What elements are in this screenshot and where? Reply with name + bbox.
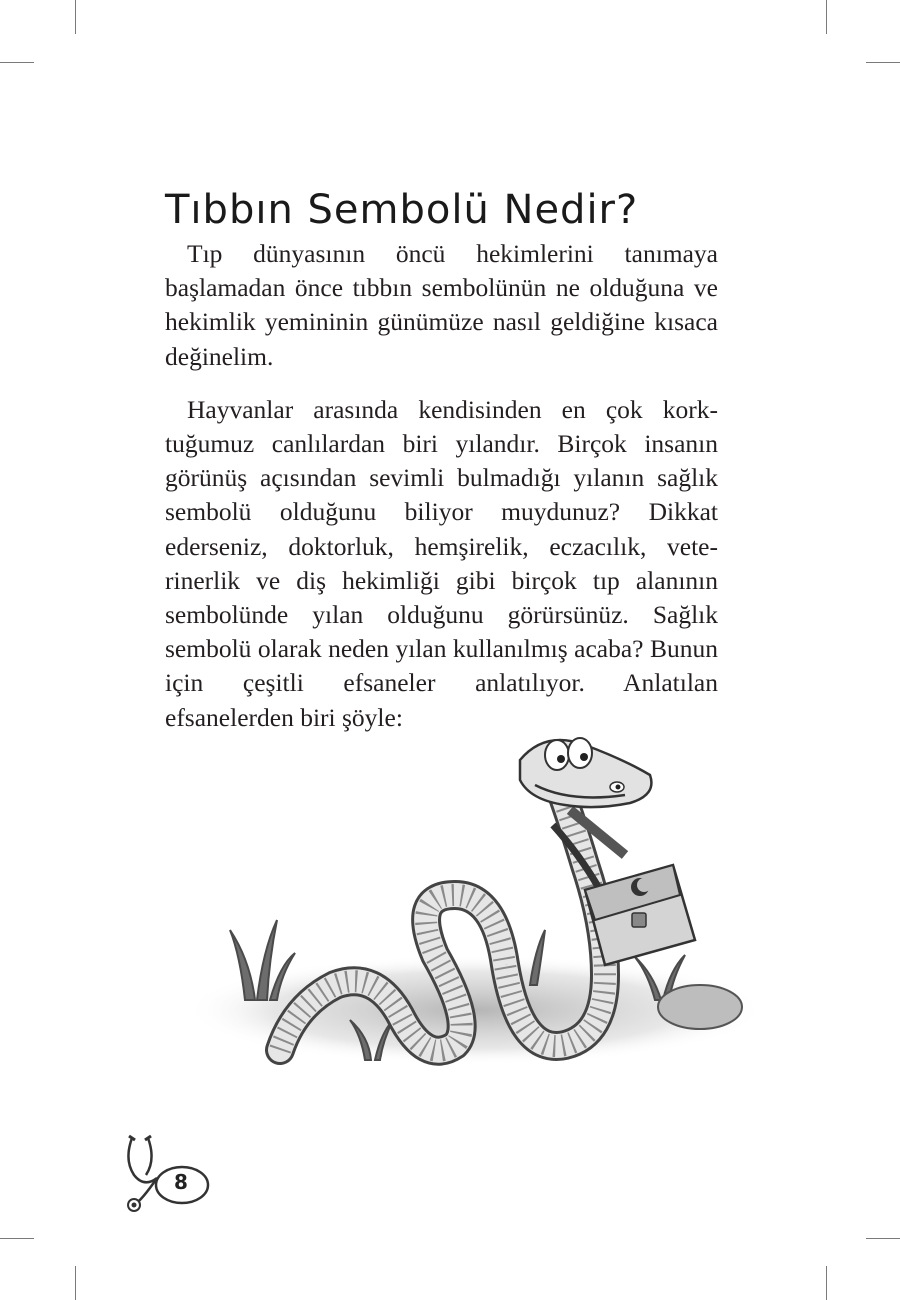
- crop-mark: [826, 0, 827, 34]
- page-number: 8: [174, 1170, 188, 1194]
- crop-mark: [75, 0, 76, 34]
- crop-mark: [866, 62, 900, 63]
- crop-mark: [866, 1238, 900, 1239]
- crop-mark: [0, 62, 34, 63]
- body-text: [165, 237, 718, 754]
- rock: [658, 985, 742, 1029]
- crop-mark: [826, 1266, 827, 1300]
- stethoscope-icon: [112, 1130, 212, 1220]
- snake-illustration: [185, 715, 765, 1085]
- paragraph: Tıp dünyasının öncü hekimlerini tanımaya başlamadan önce tıbbın sembolünün ne olduğuna ve hekimlik yemininin günümüze nasıl geldiğine kısaca değinelim.: [165, 239, 718, 371]
- crop-mark: [75, 1266, 76, 1300]
- snake-head: [520, 738, 651, 807]
- chapter-title: Tıbbın Sembolü Nedir?: [165, 187, 639, 233]
- paragraph: Hayvanlar arasında kendisinden en çok korktuğumuz canlılardan biri yılandır. Birçok insanın görünüş açısından sevimli bulmadığı yılanın sağlık sembolü olduğunu biliyor muydunuz? Dikkat ederseniz, doktorluk, hemşirelik, eczacılık, veterinerlik ve diş hekimliği gibi birçok tıp alanının sembolünde yılan olduğunu görürsünüz. Sağlık sembolü olarak neden yılan kullanılmış acaba? Bunun için çeşitli efsaneler anlatılıyor. Anlatılan efsanelerden biri şöyle:: [165, 394, 718, 732]
- crop-mark: [0, 1238, 34, 1239]
